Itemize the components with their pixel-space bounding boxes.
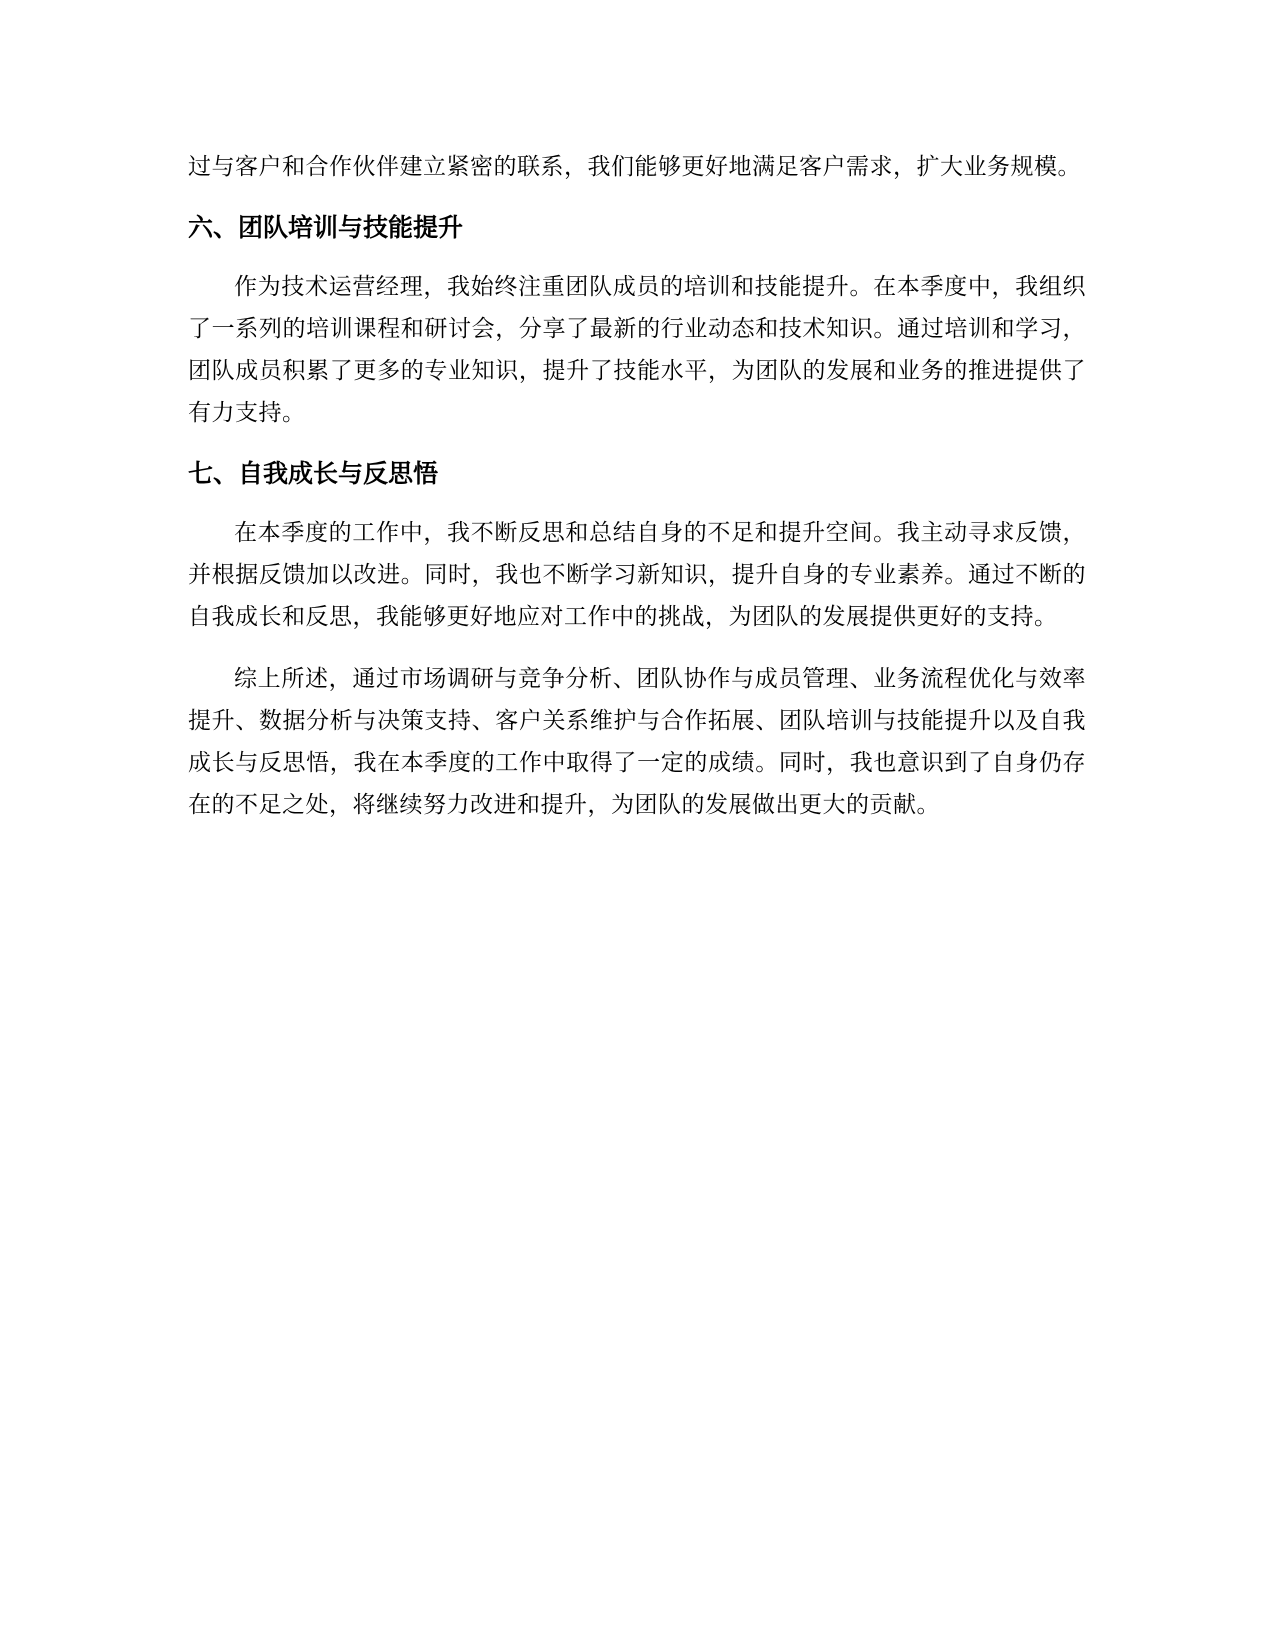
section-6-paragraph: 作为技术运营经理，我始终注重团队成员的培训和技能提升。在本季度中，我组织了一系列的培训课程和研讨会，分享了最新的行业动态和技术知识。通过培训和学习，团队成员积累了更多的专业知识，提升了技能水平，为团队的发展和业务的推进提供了有力支持。: [188, 274, 1086, 426]
section-6-heading: 六、团队培训与技能提升: [188, 213, 464, 242]
conclusion-paragraph: 综上所述，通过市场调研与竞争分析、团队协作与成员管理、业务流程优化与效率提升、数据分析与决策支持、客户关系维护与合作拓展、团队培训与技能提升以及自我成长与反思悟，我在本季度的工作中取得了一定的成绩。同时，我也意识到了自身仍存在的不足之处，将继续努力改进和提升，为团队的发展做出更大的贡献。: [188, 666, 1086, 818]
continuation-paragraph: 过与客户和合作伙伴建立紧密的联系，我们能够更好地满足客户需求，扩大业务规模。: [188, 154, 1081, 180]
section-7-heading: 七、自我成长与反思悟: [188, 459, 439, 488]
document-body: [188, 146, 1086, 826]
section-7-paragraph: 在本季度的工作中，我不断反思和总结自身的不足和提升空间。我主动寻求反馈，并根据反馈加以改进。同时，我也不断学习新知识，提升自身的专业素养。通过不断的自我成长和反思，我能够更好地应对工作中的挑战，为团队的发展提供更好的支持。: [188, 520, 1086, 630]
